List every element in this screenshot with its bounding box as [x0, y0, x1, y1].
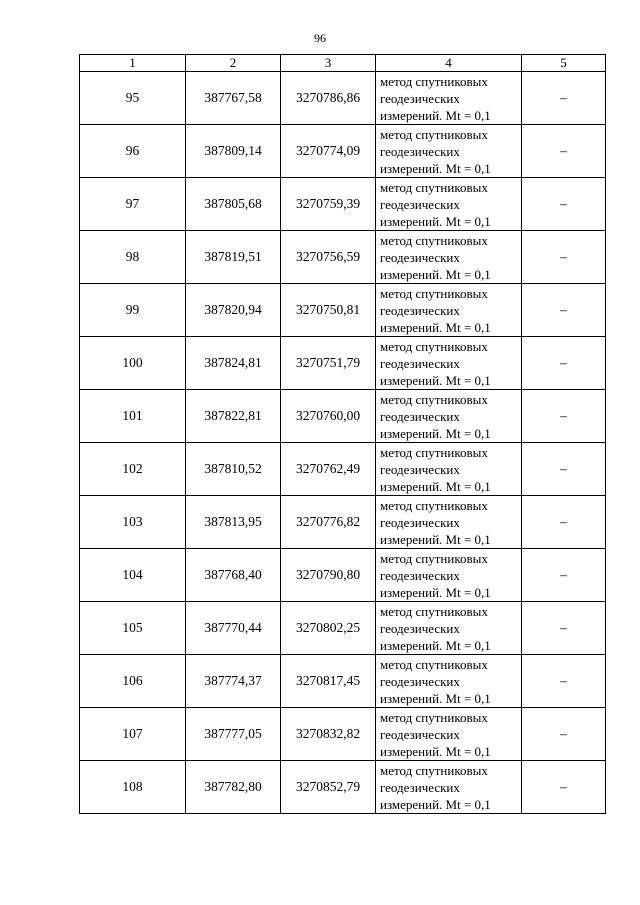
x-coordinate-cell: 387777,05: [186, 708, 281, 761]
method-text-line: измерений. Mt = 0,1: [380, 531, 491, 547]
method-text-line: метод спутниковых: [380, 709, 488, 725]
column5-cell: –: [522, 284, 606, 337]
point-number-cell: 100: [80, 337, 186, 390]
method-cell: [376, 125, 522, 178]
column5-cell: –: [522, 443, 606, 496]
method-text-line: метод спутниковых: [380, 179, 488, 195]
table-row: [80, 178, 606, 231]
y-coordinate-cell: 3270802,25: [281, 602, 376, 655]
point-number-cell: 102: [80, 443, 186, 496]
column5-cell: –: [522, 125, 606, 178]
x-coordinate-cell: 387770,44: [186, 602, 281, 655]
method-cell: [376, 284, 522, 337]
method-text-line: измерений. Mt = 0,1: [380, 743, 491, 759]
method-text-line: метод спутниковых: [380, 550, 488, 566]
x-coordinate-cell: 387824,81: [186, 337, 281, 390]
method-text-line: измерений. Mt = 0,1: [380, 425, 491, 441]
method-cell: [376, 337, 522, 390]
column-header: 1: [80, 55, 186, 72]
method-text-line: метод спутниковых: [380, 338, 488, 354]
coordinates-table: [79, 54, 606, 814]
x-coordinate-cell: 387820,94: [186, 284, 281, 337]
column5-cell: –: [522, 178, 606, 231]
table-row: [80, 655, 606, 708]
method-text-line: измерений. Mt = 0,1: [380, 266, 491, 282]
method-cell: [376, 443, 522, 496]
column5-cell: –: [522, 496, 606, 549]
y-coordinate-cell: 3270759,39: [281, 178, 376, 231]
y-coordinate-cell: 3270817,45: [281, 655, 376, 708]
x-coordinate-cell: 387810,52: [186, 443, 281, 496]
point-number-cell: 99: [80, 284, 186, 337]
y-coordinate-cell: 3270832,82: [281, 708, 376, 761]
method-cell: [376, 761, 522, 814]
method-text-line: геодезических: [380, 567, 460, 583]
point-number-cell: 95: [80, 72, 186, 125]
column5-cell: –: [522, 549, 606, 602]
table-header: [80, 55, 606, 72]
method-text-line: метод спутниковых: [380, 232, 488, 248]
method-cell: [376, 549, 522, 602]
y-coordinate-cell: 3270776,82: [281, 496, 376, 549]
y-coordinate-cell: 3270756,59: [281, 231, 376, 284]
column5-cell: –: [522, 390, 606, 443]
method-text-line: измерений. Mt = 0,1: [380, 372, 491, 388]
table-row: [80, 549, 606, 602]
point-number-cell: 106: [80, 655, 186, 708]
method-text-line: геодезических: [380, 355, 460, 371]
x-coordinate-cell: 387809,14: [186, 125, 281, 178]
point-number-cell: 103: [80, 496, 186, 549]
method-cell: [376, 708, 522, 761]
point-number-cell: 104: [80, 549, 186, 602]
method-cell: [376, 655, 522, 708]
column5-cell: –: [522, 72, 606, 125]
method-cell: [376, 231, 522, 284]
point-number-cell: 108: [80, 761, 186, 814]
method-text-line: геодезических: [380, 726, 460, 742]
method-text-line: измерений. Mt = 0,1: [380, 160, 491, 176]
method-text-line: метод спутниковых: [380, 656, 488, 672]
x-coordinate-cell: 387782,80: [186, 761, 281, 814]
method-text-line: метод спутниковых: [380, 391, 488, 407]
table-row: [80, 496, 606, 549]
table-row: [80, 125, 606, 178]
method-cell: [376, 178, 522, 231]
method-text-line: геодезических: [380, 143, 460, 159]
method-cell: [376, 496, 522, 549]
table-row: [80, 337, 606, 390]
y-coordinate-cell: 3270762,49: [281, 443, 376, 496]
method-cell: [376, 602, 522, 655]
method-text-line: измерений. Mt = 0,1: [380, 478, 491, 494]
method-text-line: метод спутниковых: [380, 444, 488, 460]
page-number: 96: [314, 31, 326, 45]
table-row: [80, 761, 606, 814]
method-text-line: метод спутниковых: [380, 285, 488, 301]
method-text-line: геодезических: [380, 461, 460, 477]
method-text-line: геодезических: [380, 302, 460, 318]
table-row: [80, 72, 606, 125]
column5-cell: –: [522, 602, 606, 655]
column-header: 5: [522, 55, 606, 72]
x-coordinate-cell: 387805,68: [186, 178, 281, 231]
point-number-cell: 96: [80, 125, 186, 178]
point-number-cell: 97: [80, 178, 186, 231]
y-coordinate-cell: 3270786,86: [281, 72, 376, 125]
x-coordinate-cell: 387819,51: [186, 231, 281, 284]
method-text-line: геодезических: [380, 90, 460, 106]
method-cell: [376, 390, 522, 443]
method-text-line: геодезических: [380, 620, 460, 636]
column5-cell: –: [522, 231, 606, 284]
point-number-cell: 105: [80, 602, 186, 655]
y-coordinate-cell: 3270750,81: [281, 284, 376, 337]
method-text-line: измерений. Mt = 0,1: [380, 213, 491, 229]
method-text-line: геодезических: [380, 779, 460, 795]
column-header: 2: [186, 55, 281, 72]
x-coordinate-cell: 387774,37: [186, 655, 281, 708]
method-text-line: измерений. Mt = 0,1: [380, 637, 491, 653]
y-coordinate-cell: 3270774,09: [281, 125, 376, 178]
column-header: 3: [281, 55, 376, 72]
x-coordinate-cell: 387768,40: [186, 549, 281, 602]
method-text-line: геодезических: [380, 514, 460, 530]
y-coordinate-cell: 3270751,79: [281, 337, 376, 390]
method-text-line: метод спутниковых: [380, 603, 488, 619]
x-coordinate-cell: 387822,81: [186, 390, 281, 443]
method-text-line: измерений. Mt = 0,1: [380, 107, 491, 123]
column5-cell: –: [522, 655, 606, 708]
method-text-line: метод спутниковых: [380, 126, 488, 142]
y-coordinate-cell: 3270760,00: [281, 390, 376, 443]
method-text-line: геодезических: [380, 673, 460, 689]
method-text-line: измерений. Mt = 0,1: [380, 690, 491, 706]
method-cell: [376, 72, 522, 125]
point-number-cell: 98: [80, 231, 186, 284]
method-text-line: метод спутниковых: [380, 762, 488, 778]
table-row: [80, 708, 606, 761]
method-text-line: геодезических: [380, 196, 460, 212]
x-coordinate-cell: 387813,95: [186, 496, 281, 549]
method-text-line: геодезических: [380, 249, 460, 265]
table-row: [80, 443, 606, 496]
method-text-line: метод спутниковых: [380, 497, 488, 513]
table-row: [80, 231, 606, 284]
column5-cell: –: [522, 708, 606, 761]
table-row: [80, 602, 606, 655]
column5-cell: –: [522, 337, 606, 390]
method-text-line: метод спутниковых: [380, 73, 488, 89]
method-text-line: измерений. Mt = 0,1: [380, 584, 491, 600]
x-coordinate-cell: 387767,58: [186, 72, 281, 125]
table-body: [80, 72, 606, 814]
point-number-cell: 107: [80, 708, 186, 761]
method-text-line: измерений. Mt = 0,1: [380, 319, 491, 335]
table-row: [80, 390, 606, 443]
column-header: 4: [376, 55, 522, 72]
table-row: [80, 284, 606, 337]
method-text-line: геодезических: [380, 408, 460, 424]
point-number-cell: 101: [80, 390, 186, 443]
column5-cell: –: [522, 761, 606, 814]
y-coordinate-cell: 3270790,80: [281, 549, 376, 602]
method-text-line: измерений. Mt = 0,1: [380, 796, 491, 812]
y-coordinate-cell: 3270852,79: [281, 761, 376, 814]
